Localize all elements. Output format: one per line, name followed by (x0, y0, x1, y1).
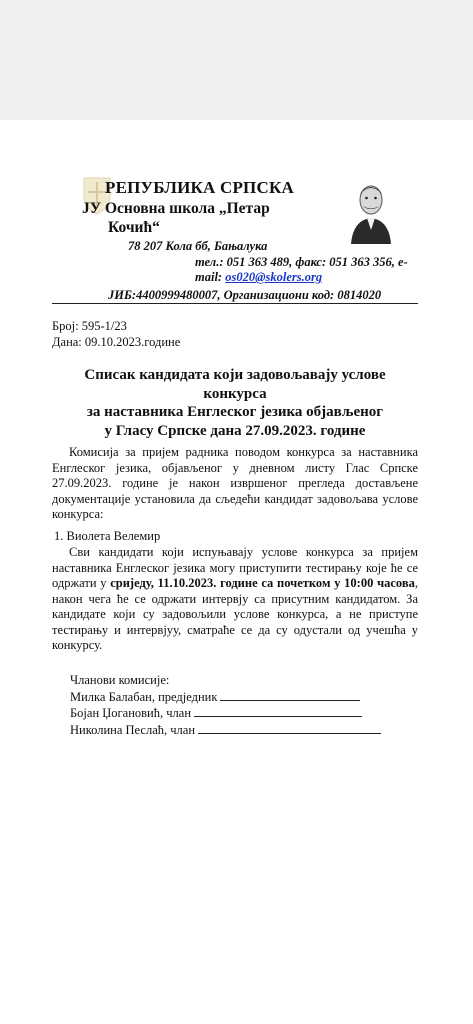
school-contact (195, 255, 421, 285)
portrait-image (343, 178, 399, 244)
republic-title: РЕПУБЛИКА СРПСКА (105, 178, 294, 197)
commission-member-row (70, 705, 381, 722)
commission-member-row (70, 722, 381, 739)
school-address: 78 207 Кола бб, Бањалука (128, 239, 268, 253)
school-ids: ЈИБ:4400999480007, Организациони код: 0814020 (108, 288, 382, 302)
commission-member: Бојан Џогановић, члан (70, 706, 192, 720)
document-date: Дана: 09.10.2023.године (52, 334, 181, 349)
email-link[interactable]: os020@skolers.org (225, 270, 323, 284)
testing-text-end: , након чега ће се одржати интервју са присутним кандидатом. За кандидате који су задовољили услове конкурса, а не приступе тестирању и интервјуу, сматраће се да су одустали од учешћа у конкурсу. (52, 576, 418, 652)
document-meta (52, 319, 180, 350)
title-line-3: у Гласу Српске дана 27.09.2023. године (104, 422, 366, 439)
testing-text-start: Сви кандидати који испуњавају услове конкурса за пријем наставника Енглеског језика могу приступити тестирању које ће се одржати у (52, 545, 418, 590)
signature-line (220, 700, 360, 701)
paragraph-testing (52, 545, 418, 654)
document-number: Број: 595-1/23 (52, 319, 127, 333)
candidate-item: 1. Виолета Велемир (54, 529, 161, 543)
commission-block (70, 672, 381, 738)
commission-member: Милка Балабан, предједник (70, 689, 218, 704)
commission-member: Николина Песлаћ, члан (70, 722, 196, 737)
title-line-2: за наставника Енглеског језика објављеног (86, 404, 384, 420)
commission-member-row (70, 689, 381, 706)
signature-line (194, 716, 362, 717)
phone-fax-text: тел.: 051 363 489, факс: 051 363 356, е-mail: (195, 255, 408, 284)
school-name (82, 199, 332, 237)
title-line-1: Списак кандидата који задовољавају услове конкурса (84, 367, 386, 402)
document-title (52, 366, 418, 440)
school-name-line2: Кочић“ (108, 219, 160, 236)
commission-heading: Чланови комисије: (70, 673, 170, 687)
signature-line (198, 733, 381, 734)
viewer-top-bar (0, 0, 473, 120)
paragraph-intro: Комисија за пријем радника поводом конкурса за наставника Енглеског језика, објављеног у дневном листу Глас Српске 27.09.2023. године је након извршеног прегледа достављене документације установила да сљедећи кандидат задовољава услове конкурса: (52, 445, 418, 521)
testing-date-time: сриједу, 11.10.2023. године са почетком у 10:00 часова (110, 576, 415, 590)
header-divider (52, 303, 418, 304)
school-name-line1: ЈУ Основна школа „Петар (82, 200, 270, 217)
